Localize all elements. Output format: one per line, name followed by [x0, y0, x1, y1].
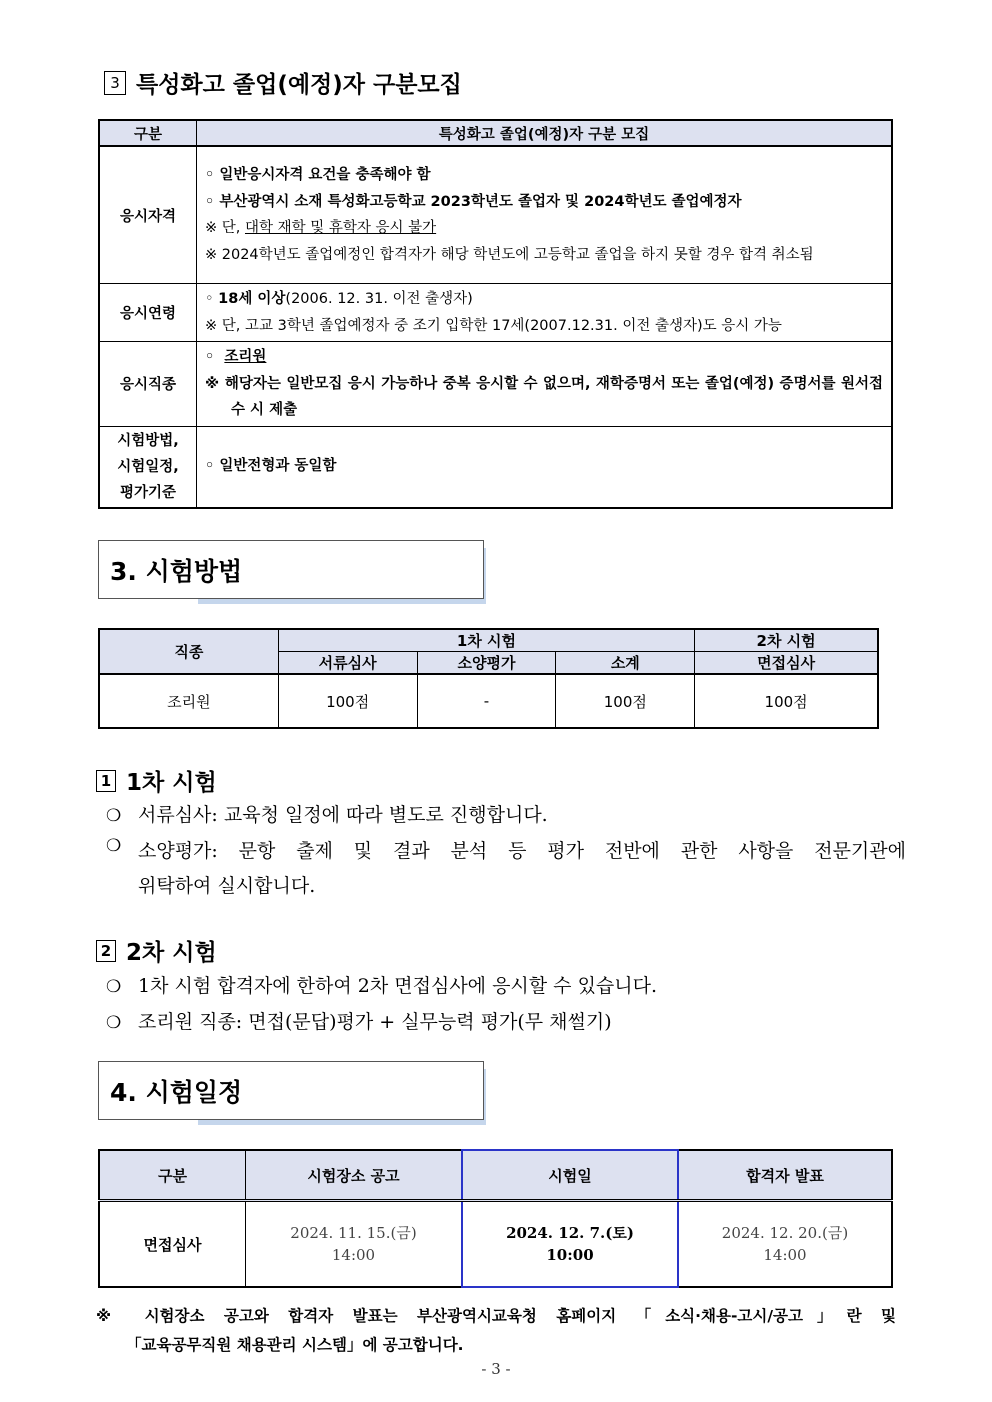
table-row	[99, 342, 892, 427]
first-exam-title-text: 1차 시험	[126, 770, 217, 796]
age-bold: 18세 이상	[218, 291, 286, 307]
header-subtotal: 소계	[556, 652, 695, 675]
result-time: 14:00	[763, 1246, 807, 1264]
cell-result	[678, 1201, 892, 1288]
age-label: 응시연령	[99, 284, 197, 342]
section-title-text: 특성화고 졸업(예정)자 구분모집	[136, 72, 462, 98]
second-exam-title	[96, 934, 217, 967]
list-item: ❍ 소양평가: 문항 출제 및 결과 분석 등 평가 전반에 관한 사항을 전문기관에	[106, 836, 906, 862]
schedule-table	[98, 1149, 893, 1288]
exam-method-heading	[98, 540, 484, 598]
cell-exam-date	[462, 1201, 678, 1288]
header-title: 특성화고 졸업(예정)자 구분 모집	[197, 120, 893, 146]
cell-job: 조리원	[99, 674, 278, 728]
underlined-text: 대학 재학 및 휴학자 응시 불가	[244, 220, 437, 236]
header-first: 1차 시험	[278, 629, 694, 652]
header-category: 구분	[99, 1150, 246, 1201]
age-item: ※ 단, 고교 3학년 졸업예정자 중 조기 입학한 17세(2007.12.31. 이전 출생자)도 응시 가능	[205, 317, 782, 334]
qualification-item: ※ 2024학년도 졸업예정인 합격자가 해당 학년도에 고등학교 졸업을 하지 못할 경우 합격 취소됨	[205, 246, 814, 263]
table-row	[99, 1201, 892, 1288]
qualification-label: 응시자격	[99, 146, 197, 284]
cell-doc: 100점	[278, 674, 417, 728]
section-number-box: 3	[104, 71, 126, 95]
job-name: 조리원	[224, 349, 267, 365]
age-range: (2006. 12. 31. 이전 출생자)	[285, 291, 473, 307]
method-label-line: 시험방법,	[117, 432, 179, 449]
method-label	[99, 426, 197, 508]
header-result: 합격자 발표	[678, 1150, 892, 1201]
exam-method-table	[98, 628, 879, 729]
exam-date: 2024. 12. 7.(토)	[506, 1224, 634, 1242]
notice-date: 2024. 11. 15.(금)	[290, 1224, 417, 1242]
header-category: 구분	[99, 120, 197, 146]
qualification-item	[205, 215, 883, 242]
age-content	[197, 284, 893, 342]
first-number-box: 1	[96, 770, 116, 792]
cell-subtotal: 100점	[556, 674, 695, 728]
note-prefix: ※ 단,	[205, 220, 245, 236]
table-row	[99, 674, 878, 728]
header-job: 직종	[99, 629, 278, 674]
table-header-row	[99, 120, 892, 146]
notice-time: 14:00	[331, 1246, 376, 1264]
age-item: ◦ 18세 이상(2006. 12. 31. 이전 출생자)	[205, 291, 473, 307]
table-row	[99, 146, 892, 284]
second-exam-title-text: 2차 시험	[126, 940, 217, 966]
table-header-row	[99, 1150, 892, 1201]
qualification-content	[197, 146, 893, 284]
header-interview: 면접심사	[695, 652, 878, 675]
special-recruit-table	[98, 119, 893, 509]
list-item-continuation: 위탁하여 실시합니다.	[138, 875, 316, 897]
schedule-note: ※ 시험장소 공고와 합격자 발표는 부산광역시교육청 홈페이지 「소식·채용-고시/공고」란 및	[96, 1307, 896, 1325]
cell-interview: 면접심사	[99, 1201, 246, 1288]
header-exam-date: 시험일	[462, 1150, 678, 1201]
qualification-item: ◦ 부산광역시 소재 특성화고등학교 2023학년도 졸업자 및 2024학년도 졸업예정자	[205, 193, 742, 210]
method-label-line: 시험일정,	[117, 458, 179, 475]
job-label: 응시직종	[99, 342, 197, 427]
list-item-text: 서류심사: 교육청 일정에 따라 별도로 진행합니다.	[138, 804, 548, 826]
page-number: - 3 -	[481, 1360, 511, 1378]
header-notice: 시험장소 공고	[246, 1150, 463, 1201]
job-item: ◦ 조리원	[205, 349, 267, 365]
table-row	[99, 426, 892, 508]
table-header-row	[99, 629, 878, 652]
list-item: ❍ 서류심사: 교육청 일정에 따라 별도로 진행합니다.	[106, 804, 548, 826]
exam-time: 10:00	[546, 1246, 594, 1264]
cell-interview: 100점	[695, 674, 878, 728]
heading-text: 4. 시험일정	[110, 1078, 243, 1107]
first-exam-title	[96, 764, 217, 797]
table-row	[99, 284, 892, 342]
job-content	[197, 342, 893, 427]
result-date: 2024. 12. 20.(금)	[721, 1224, 849, 1242]
method-content: ◦ 일반전형과 동일함	[197, 426, 893, 508]
heading-text: 3. 시험방법	[110, 557, 243, 586]
list-item: ❍ 조리원 직종: 면접(문답)평가 + 실무능력 평가(무 채썰기)	[106, 1011, 612, 1033]
cell-culture: -	[417, 674, 556, 728]
cell-notice	[246, 1201, 463, 1288]
header-culture: 소양평가	[417, 652, 556, 675]
schedule-note-continuation: 「교육공무직원 채용관리 시스템」에 공고합니다.	[126, 1336, 464, 1354]
method-label-line: 평가기준	[119, 484, 177, 501]
list-item-text: 소양평가: 문항 출제 및 결과 분석 등 평가 전반에 관한 사항을 전문기관에	[138, 840, 906, 862]
header-doc: 서류심사	[278, 652, 417, 675]
header-second: 2차 시험	[695, 629, 878, 652]
qualification-item: ◦ 일반응시자격 요건을 충족해야 함	[205, 167, 431, 183]
schedule-heading	[98, 1061, 484, 1119]
second-number-box: 2	[96, 940, 116, 962]
list-item-text: 1차 시험 합격자에 한하여 2차 면접심사에 응시할 수 있습니다.	[138, 975, 658, 997]
job-item: ※ 해당자는 일반모집 응시 가능하나 중복 응시할 수 없으며, 재학증명서 또는 졸업(예정) 증명서를 원서접수 시 제출	[205, 375, 883, 418]
section-title	[104, 66, 462, 99]
list-item: ❍ 1차 시험 합격자에 한하여 2차 면접심사에 응시할 수 있습니다.	[106, 975, 658, 997]
list-item-text: 조리원 직종: 면접(문답)평가 + 실무능력 평가(무 채썰기)	[138, 1011, 612, 1033]
